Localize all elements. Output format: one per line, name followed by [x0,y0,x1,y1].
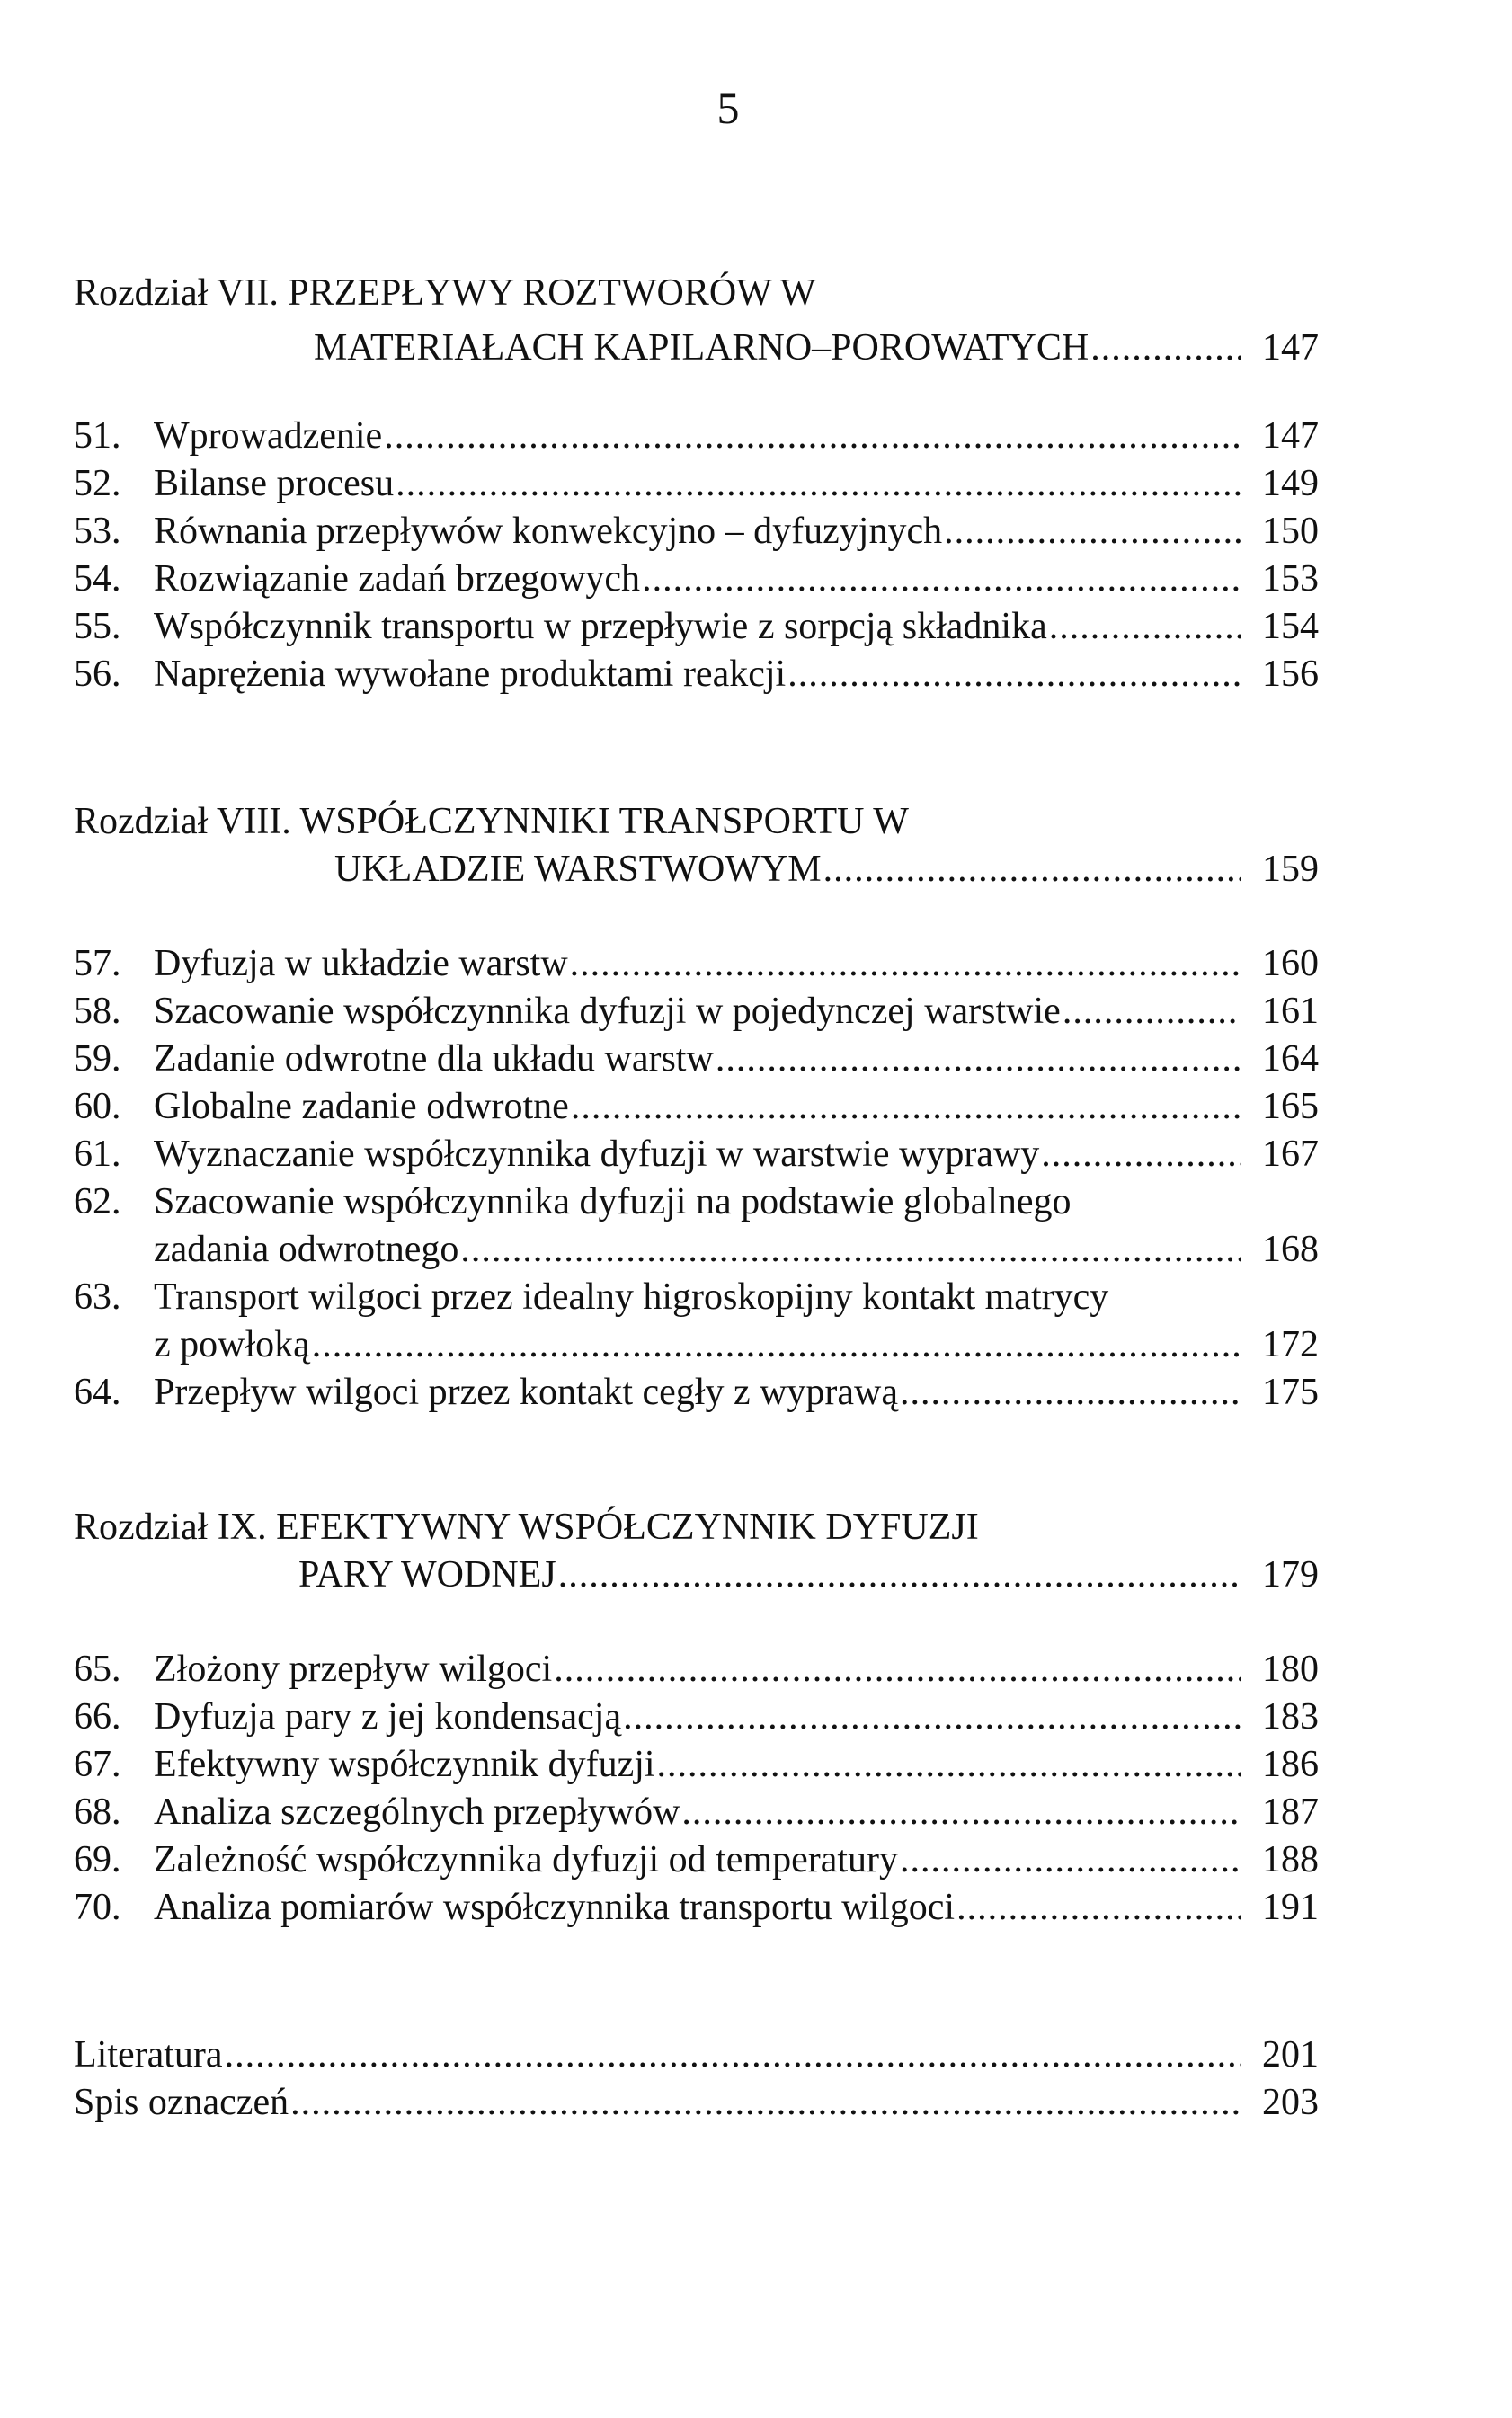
leader-dots [1063,988,1241,1036]
leader-dots [312,1321,1241,1369]
section-number: 69. [74,1839,121,1880]
leader-dots [1041,1131,1241,1178]
section-title: Dyfuzja pary z jej kondensacją [154,1696,622,1738]
toc-entry[interactable] [74,1321,1319,1369]
toc-entry[interactable] [74,413,1319,460]
page-ref: 191 [1262,1887,1319,1928]
toc-entry[interactable] [74,1083,1319,1131]
section-number: 52. [74,463,121,504]
section-number: 65. [74,1649,121,1690]
leader-dots [460,1226,1241,1274]
chapter-heading-line2: MATERIAŁACH KAPILARNO–POROWATYCH [314,327,1090,369]
chapter-heading-entry[interactable] [74,846,1319,893]
leader-dots [900,1369,1241,1417]
section-number: 62. [74,1181,121,1222]
chapter-heading-line2: UKŁADZIE WARSTWOWYM [334,849,822,890]
leader-dots [384,413,1241,460]
section-title: Zależność współczynnika dyfuzji od temperatury [154,1839,899,1880]
leader-dots [716,1036,1241,1083]
section-title: Równania przepływów konwekcyjno – dyfuzyjnych [154,511,943,552]
section-number: 58. [74,991,121,1032]
chapter-heading-entry[interactable] [74,324,1319,372]
leader-dots [956,1884,1241,1932]
section-number: 63. [74,1276,121,1318]
section-title: Złożony przepływ wilgoci [154,1649,553,1690]
section-title: Szacowanie współczynnika dyfuzji w pojedynczej warstwie [154,991,1061,1032]
leader-dots [290,2079,1241,2127]
toc-entry[interactable] [74,1369,1319,1417]
toc-entry[interactable] [74,1036,1319,1083]
back-matter-title: Spis oznaczeń [74,2082,289,2123]
toc-entry[interactable] [74,508,1319,556]
section-number: 61. [74,1133,121,1175]
toc-entry[interactable] [74,1646,1319,1693]
page-ref: 179 [1262,1554,1319,1596]
leader-dots [823,846,1241,893]
page-number: 5 [716,83,740,133]
section-number: 59. [74,1038,121,1080]
leader-dots [657,1741,1241,1789]
section-title: Rozwiązanie zadań brzegowych [154,558,641,600]
section-title: Bilanse procesu [154,463,395,504]
leader-dots [944,508,1241,556]
section-number: 68. [74,1791,121,1833]
toc-entry-literatura[interactable] [74,2031,1319,2079]
page-ref: 165 [1262,1086,1319,1127]
section-title: Naprężenia wywołane produktami reakcji [154,653,787,695]
section-title: Zadanie odwrotne dla układu warstw [154,1038,714,1080]
toc-entry[interactable] [74,651,1319,698]
page-ref: 180 [1262,1649,1319,1690]
chapter-heading-entry[interactable] [74,1551,1319,1599]
page-ref: 159 [1262,849,1319,890]
page-ref: 164 [1262,1038,1319,1080]
leader-dots [1090,324,1241,372]
toc-entry[interactable] [74,1789,1319,1836]
section-number: 51. [74,415,121,457]
section-number: 56. [74,653,121,695]
toc-entry-line1 [74,1274,1319,1321]
leader-dots [396,460,1241,508]
toc-entry[interactable] [74,1226,1319,1274]
leader-dots [900,1836,1241,1884]
section-title: Współczynnik transportu w przepływie z sorpcją składnika [154,606,1047,647]
section-title: Analiza pomiarów współczynnika transportu wilgoci [154,1887,956,1928]
section-number: 57. [74,943,121,984]
page-ref: 188 [1262,1839,1319,1880]
leader-dots [787,651,1241,698]
page-ref: 149 [1262,463,1319,504]
page-ref: 175 [1262,1372,1319,1413]
section-number: 64. [74,1372,121,1413]
leader-dots [571,1083,1241,1131]
section-number: 54. [74,558,121,600]
chapter-heading: Rozdział IX. EFEKTYWNY WSPÓŁCZYNNIK DYFUZJI [74,1507,979,1548]
leader-dots [623,1693,1241,1741]
toc-entry[interactable] [74,1884,1319,1932]
leader-dots [554,1646,1241,1693]
leader-dots [681,1789,1241,1836]
page-ref: 186 [1262,1744,1319,1785]
chapter-heading-line2: PARY WODNEJ [298,1554,556,1596]
leader-dots [558,1551,1241,1599]
leader-dots [225,2031,1241,2079]
leader-dots [642,556,1241,603]
section-title: Wprowadzenie [154,415,383,457]
page-ref: 167 [1262,1133,1319,1175]
toc-entry[interactable] [74,460,1319,508]
section-title: Dyfuzja w układzie warstw [154,943,568,984]
toc-entry[interactable] [74,1693,1319,1741]
page-ref: 203 [1262,2082,1319,2123]
section-title: Analiza szczególnych przepływów [154,1791,680,1833]
page-ref: 153 [1262,558,1319,600]
chapter-viii [74,798,1319,1417]
section-number: 67. [74,1744,121,1785]
toc-entry[interactable] [74,940,1319,988]
toc-entry[interactable] [74,1131,1319,1178]
chapter-ix [74,1504,1319,1932]
section-number: 70. [74,1887,121,1928]
section-title-line2: zadania odwrotnego [154,1229,459,1270]
toc-entry-line1 [74,1178,1319,1226]
page-ref: 156 [1262,653,1319,695]
page-ref: 160 [1262,943,1319,984]
toc-entry[interactable] [74,556,1319,603]
toc-entry[interactable] [74,1836,1319,1884]
page-ref: 168 [1262,1229,1319,1270]
page-ref: 172 [1262,1324,1319,1365]
toc-entry[interactable] [74,603,1319,651]
section-title-line2: z powłoką [154,1324,310,1365]
page-ref: 183 [1262,1696,1319,1738]
section-number: 53. [74,511,121,552]
chapter-heading: Rozdział VII. PRZEPŁYWY ROZTWORÓW W [74,272,816,314]
section-title: Globalne zadanie odwrotne [154,1086,569,1127]
section-title-line1: Transport wilgoci przez idealny higroskopijny kontakt matrycy [154,1276,1109,1318]
toc-entry-spis-oznaczen[interactable] [74,2079,1319,2127]
page-ref: 161 [1262,991,1319,1032]
page-ref: 150 [1262,511,1319,552]
section-title: Efektywny współczynnik dyfuzji [154,1744,655,1785]
chapter-heading: Rozdział VIII. WSPÓŁCZYNNIKI TRANSPORTU W [74,801,909,842]
page-ref: 147 [1262,415,1319,457]
page-ref: 187 [1262,1791,1319,1833]
section-number: 60. [74,1086,121,1127]
section-title: Wyznaczanie współczynnika dyfuzji w warstwie wyprawy [154,1133,1040,1175]
page-ref: 201 [1262,2034,1319,2076]
back-matter [74,2031,1319,2127]
page-ref: 154 [1262,606,1319,647]
section-number: 66. [74,1696,121,1738]
toc-entry[interactable] [74,1741,1319,1789]
back-matter-title: Literatura [74,2034,223,2076]
page-ref: 147 [1262,327,1319,369]
leader-dots [570,940,1241,988]
leader-dots [1049,603,1241,651]
section-title: Przepływ wilgoci przez kontakt cegły z wyprawą [154,1372,899,1413]
toc-entry[interactable] [74,988,1319,1036]
section-number: 55. [74,606,121,647]
chapter-vii [74,270,1319,698]
section-title-line1: Szacowanie współczynnika dyfuzji na podstawie globalnego [154,1181,1072,1222]
